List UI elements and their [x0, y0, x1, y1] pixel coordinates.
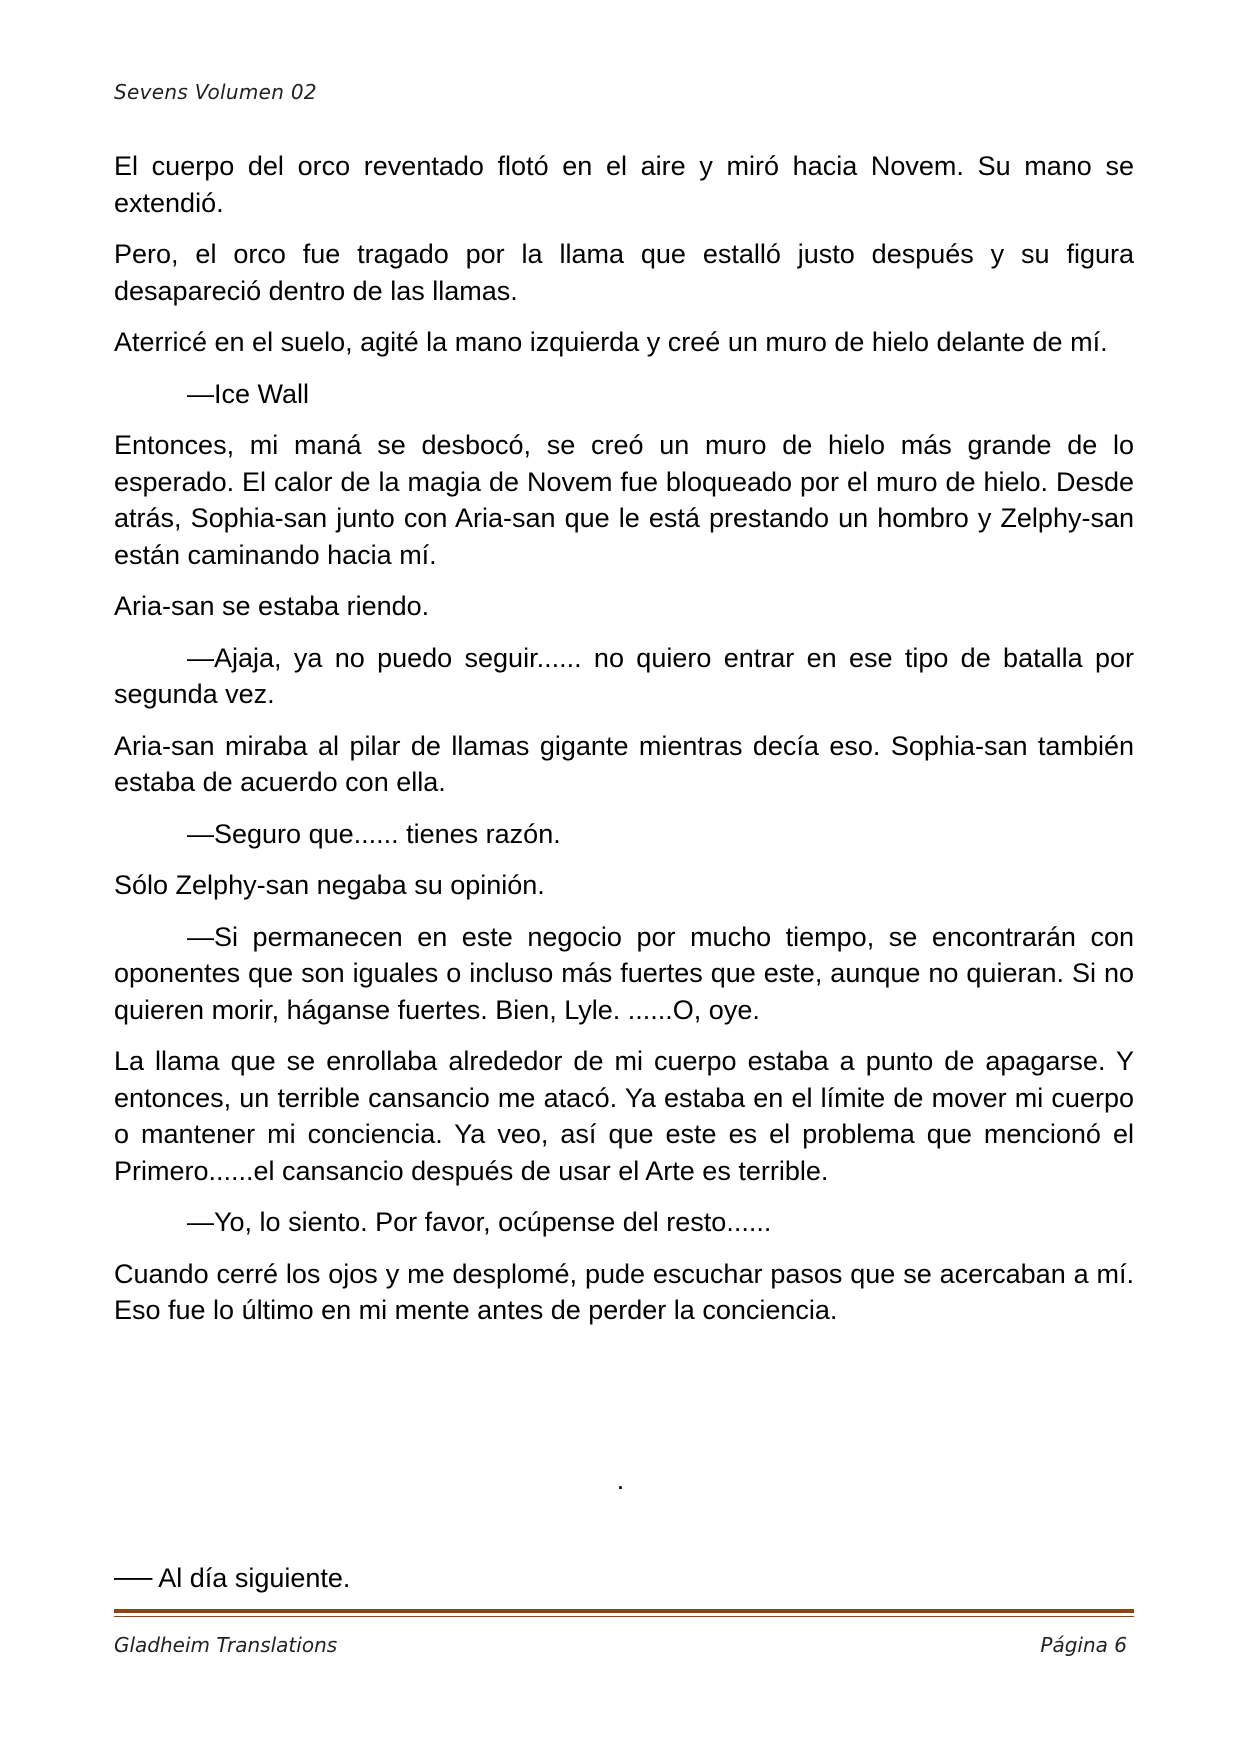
paragraph: Aria-san miraba al pilar de llamas gigante mientras decía eso. Sophia-san también estaba de acuerdo con ella. — [114, 730, 1134, 797]
paragraph: Sólo Zelphy-san negaba su opinión. — [114, 870, 545, 900]
footer-divider-thin — [114, 1616, 1134, 1617]
dialog-line: —Ice Wall — [187, 378, 310, 409]
paragraph: Cuando cerré los ojos y me desplomé, pude escuchar pasos que se acercaban a mí. Eso fue lo último en mi mente antes de perder la conciencia. — [114, 1258, 1134, 1325]
dialog-line: —Ajaja, ya no puedo seguir...... no quiero entrar en ese tipo de batalla por segunda vez. — [114, 642, 1134, 709]
paragraph: La llama que se enrollaba alrededor de mi cuerpo estaba a punto de apagarse. Y entonces, un terrible cansancio me atacó. Ya estaba en el límite de mover mi cuerpo o mantener mi conciencia. Ya veo, así que este es el problema que mencionó el Primero......el cansancio después de usar el Arte es terrible. — [114, 1046, 1134, 1186]
paragraph: Aterricé en el suelo, agité la mano izquierda y creé un muro de hielo delante de mí. — [114, 327, 1108, 357]
dialog-line: —Yo, lo siento. Por favor, ocúpense del resto...... — [187, 1207, 772, 1237]
dialog-line: —Si permanecen en este negocio por mucho tiempo, se encontrarán con oponentes que son iguales o incluso más fuertes que este, aunque no quieran. Si no quieren morir, háganse fuertes. Bien, Lyle. ......O, oye. — [114, 921, 1134, 1025]
footer-divider — [114, 1609, 1134, 1613]
next-scene-heading: ── Al día siguiente. — [114, 1563, 351, 1593]
dialog-line: —Seguro que...... tienes razón. — [187, 818, 561, 849]
footer-publisher: Gladheim Translations — [114, 1633, 338, 1657]
body-text — [114, 148, 1134, 1344]
page-number: Página 6 — [1040, 1633, 1127, 1657]
scene-break: . — [616, 1465, 625, 1495]
paragraph: Pero, el orco fue tragado por la llama que estalló justo después y su figura desapareció dentro de las llamas. — [114, 239, 1134, 306]
paragraph: El cuerpo del orco reventado flotó en el aire y miró hacia Novem. Su mano se extendió. — [114, 151, 1134, 218]
page-header: Sevens Volumen 02 — [114, 80, 317, 104]
paragraph: Entonces, mi maná se desbocó, se creó un muro de hielo más grande de lo esperado. El calor de la magia de Novem fue bloqueado por el muro de hielo. Desde atrás, Sophia-san junto con Aria-san que le está prestando un hombro y Zelphy-san están caminando hacia mí. — [114, 430, 1134, 570]
paragraph: Aria-san se estaba riendo. — [114, 591, 430, 621]
